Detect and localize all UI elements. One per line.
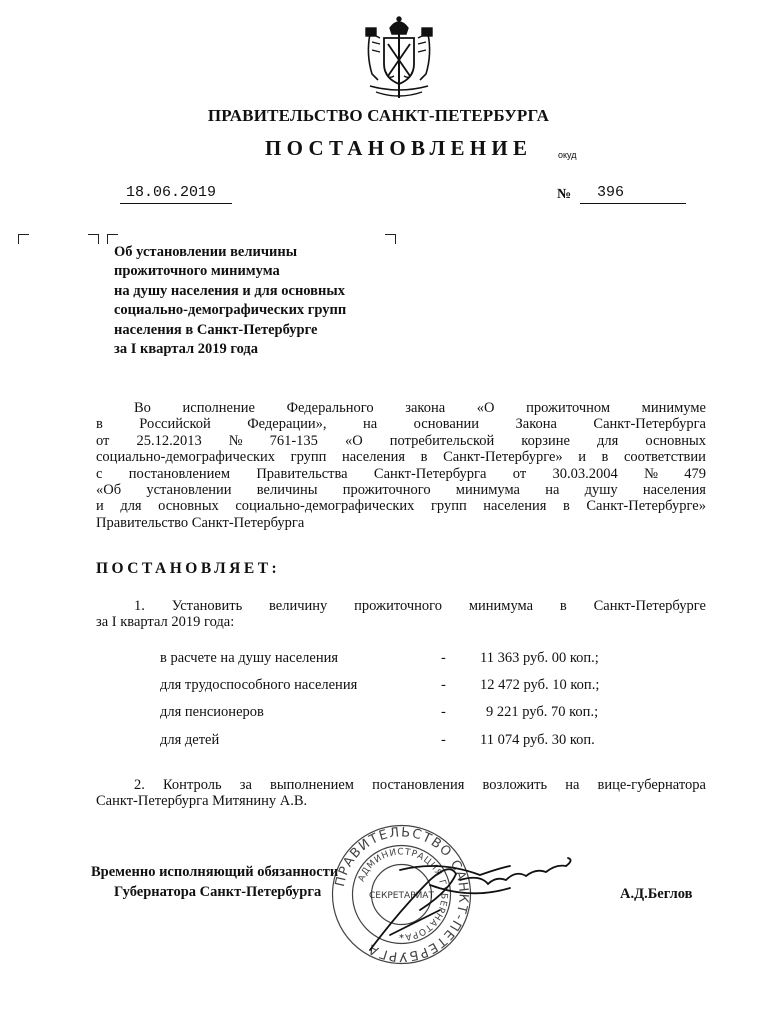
word: Санкт-Петербурге»: [443, 449, 563, 466]
word: «Об: [96, 482, 122, 499]
table-row-label: для детей: [160, 732, 220, 748]
word: основных: [645, 432, 706, 449]
table-row-label: в расчете на душу населения: [160, 650, 339, 666]
word: социально-демографических: [235, 498, 415, 515]
table-row-dash: -: [441, 677, 446, 693]
item-1-line: за I квартал 2019 года:: [96, 614, 235, 631]
preamble-line: [96, 400, 706, 416]
word: и: [578, 449, 586, 466]
word: в: [96, 416, 103, 433]
subject-line: социально-демографических групп: [114, 302, 347, 319]
signatory-position-line-1: Временно исполняющий обязанности: [91, 864, 339, 880]
word: 1.: [134, 598, 145, 614]
word: групп: [430, 498, 467, 515]
subject-line: на душу населения и для основных: [114, 282, 345, 299]
word: на: [545, 482, 560, 499]
word: «О: [476, 400, 495, 416]
resolves-heading: ПОСТАНОВЛЯЕТ:: [96, 560, 281, 577]
word: на: [565, 777, 580, 793]
corner-bracket-right: [385, 234, 396, 244]
word: прожиточном: [526, 400, 611, 416]
document-subject: [114, 243, 346, 359]
word: Федерального: [286, 400, 374, 416]
word: Федерации»,: [247, 416, 327, 433]
preamble-paragraph: [96, 400, 706, 531]
word: на: [363, 416, 378, 433]
table-row-dash: -: [441, 704, 446, 720]
word: установлении: [146, 482, 232, 499]
word: в: [562, 498, 570, 515]
word: 761-135: [269, 432, 318, 449]
subject-line: населения в Санкт-Петербурге: [114, 321, 318, 338]
table-row: [0, 677, 757, 697]
seal-star: *: [399, 933, 404, 944]
word: постановления: [372, 777, 465, 793]
word: Санкт-Петербурге: [593, 598, 706, 614]
word: Закона: [515, 416, 557, 433]
table-row-label: для трудоспособного населения: [160, 677, 358, 693]
date-underline: [120, 203, 232, 204]
preamble-line: [96, 466, 706, 482]
word: основных: [158, 498, 219, 515]
word: Контроль: [162, 777, 222, 793]
word: в: [420, 449, 428, 466]
seal-outer-text: ПРАВИТЕЛЬСТВО САНКТ-ПЕТЕРБУРГА: [332, 825, 471, 964]
corner-bracket-left: [18, 234, 29, 244]
handwritten-signature: [360, 840, 605, 960]
word: социально-демографических: [96, 449, 276, 466]
word: «О: [344, 432, 363, 449]
seal-inner-text: АДМИНИСТРАЦИЯ ГУБЕРНАТОРА: [356, 847, 449, 942]
word: от: [96, 432, 110, 449]
document-number: 396: [597, 184, 625, 201]
word: 30.03.2004: [552, 465, 618, 482]
subject-line: Об установлении величины: [114, 244, 298, 260]
seal-center-text: СЕКРЕТАРИАТ: [369, 891, 434, 901]
word: групп: [290, 449, 327, 466]
word: для: [597, 432, 619, 449]
word: душу: [584, 482, 618, 499]
word: в: [601, 449, 609, 466]
table-row: [0, 704, 757, 724]
item-2-paragraph: [96, 777, 706, 810]
signatory-position-line-2: Губернатора Санкт-Петербурга: [114, 884, 322, 900]
item-2-line: Санкт-Петербурга Митянину А.В.: [96, 793, 308, 810]
word: для: [120, 498, 142, 515]
corner-bracket-right: [88, 234, 99, 244]
preamble-line: [96, 416, 706, 432]
okud-label: окуд: [558, 150, 577, 160]
word: величину: [269, 598, 328, 614]
word: Санкт-Петербурга: [593, 416, 706, 433]
word: Установить: [171, 598, 243, 614]
word: постановлением: [128, 465, 230, 482]
table-row-value: 11 363 руб. 00 коп.;: [480, 650, 599, 666]
word: Санкт-Петербурга: [373, 465, 487, 482]
word: Санкт-Петербурге»: [586, 498, 706, 515]
table-row-value: 9 221 руб. 70 коп.;: [486, 704, 599, 720]
table-row-dash: -: [441, 650, 446, 666]
preamble-line: Правительство Санкт-Петербурга: [96, 514, 305, 531]
word: населения: [642, 482, 706, 499]
table-row: [0, 650, 757, 670]
word: от: [512, 465, 527, 482]
subsistence-table: [0, 650, 757, 760]
word: закона: [405, 400, 446, 416]
word: прожиточного: [354, 598, 442, 614]
word: №: [644, 465, 658, 482]
document-type-title: ПОСТАНОВЛЕНИЕ: [265, 136, 533, 160]
word: в: [559, 598, 567, 614]
word: исполнение: [182, 400, 255, 416]
word: Российской: [139, 416, 211, 433]
word: возложить: [482, 777, 548, 793]
coat-of-arms-emblem: [362, 14, 436, 100]
word: Во: [134, 400, 151, 416]
preamble-line: [96, 498, 706, 514]
word: населения: [341, 449, 406, 466]
word: минимуме: [641, 400, 706, 416]
subject-line: за I квартал 2019 года: [114, 341, 258, 358]
word: населения: [483, 498, 547, 515]
number-sign: №: [557, 187, 572, 202]
preamble-line: [96, 433, 706, 449]
word: за: [239, 777, 252, 793]
document-date: 18.06.2019: [126, 184, 217, 201]
table-row-label: для пенсионеров: [160, 704, 264, 720]
word: соответствии: [623, 449, 706, 466]
preamble-line: [96, 449, 706, 465]
table-row-value: 11 074 руб. 30 коп.: [480, 732, 595, 748]
word: и: [96, 498, 104, 515]
word: выполнением: [270, 777, 354, 793]
number-underline: [580, 203, 686, 204]
word: корзине: [521, 432, 570, 449]
subject-line: прожиточного минимума: [114, 263, 280, 280]
word: минимума: [468, 598, 534, 614]
signatory-name: А.Д.Беглов: [620, 886, 693, 902]
word: потребительской: [389, 432, 495, 449]
item-1-line: [96, 598, 706, 614]
table-row: [0, 732, 757, 752]
word: с: [96, 465, 103, 482]
item-2-line: [96, 777, 706, 793]
word: №: [228, 432, 243, 449]
word: 479: [684, 465, 706, 482]
preamble-line: [96, 482, 706, 498]
word: 25.12.2013: [136, 432, 202, 449]
table-row-value: 12 472 руб. 10 коп.;: [480, 677, 600, 693]
word: Правительства: [256, 465, 348, 482]
government-name: ПРАВИТЕЛЬСТВО САНКТ-ПЕТЕРБУРГА: [207, 106, 550, 125]
table-row-dash: -: [441, 732, 446, 748]
word: 2.: [134, 777, 145, 793]
word: основании: [413, 416, 480, 433]
word: вице-губернатора: [597, 777, 706, 793]
word: величины: [256, 482, 318, 499]
word: прожиточного: [342, 482, 431, 499]
item-1-paragraph: [96, 598, 706, 631]
word: минимума: [455, 482, 520, 499]
